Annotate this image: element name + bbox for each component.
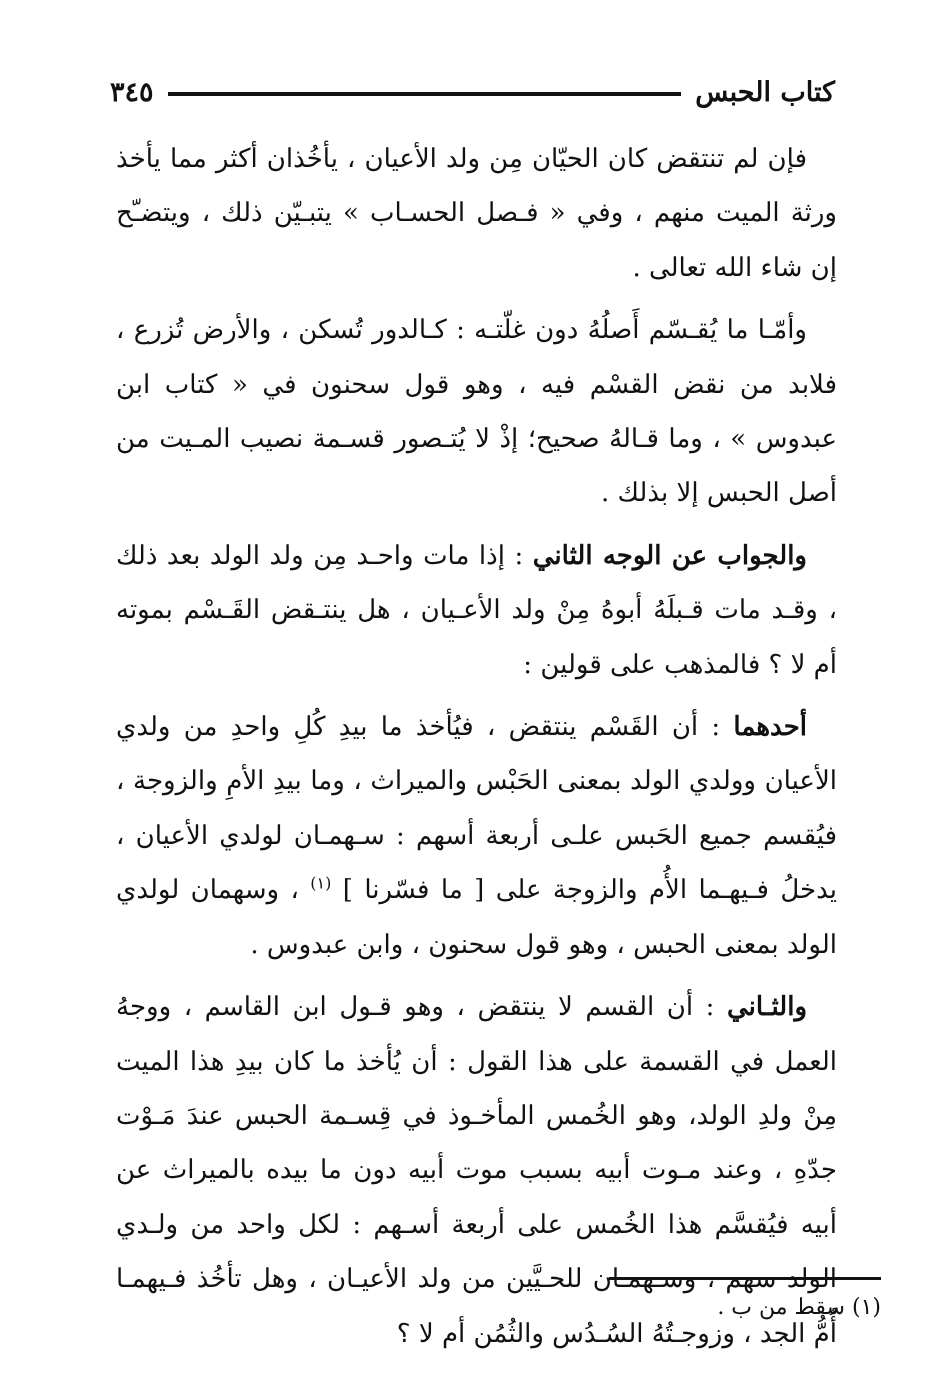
main-text: [116, 132, 837, 1361]
footnote-marker: (١): [851, 1295, 881, 1320]
paragraph-1: [116, 132, 837, 295]
paragraph-text: : أن القسم لا ينتقض ، وهو قـول ابن القاسم ، ووجهُ العمل في القسمة على هذا القول : أن يُأخذ ما كان بيدِ هذا الميت مِنْ ولدِ الولد، وهو الخُمس المأخـوذ في قِسـمة الحبس عندَ مَـوْت جدّهِ ، وعند مـوت أبيه بسبب موت أبيه دون ما بيده بالميراث عن أبيه فيُقسَّم هذا الخُمس على أربعة أسـهم : لكل واحد من ولـدي الولد سهم ، وسـهمـان للحـيَّين من ولد الأعيـان ، وهل تأخُذ فـيهمـا أُمُّ الجد ، وزوجـتُهُ السُـدُس والثُمُن أم لا ؟: [116, 992, 838, 1349]
book-title: كتاب الحبس: [695, 76, 835, 108]
paragraph-text: : إذا مات واحـد مِن ولد الولد بعد ذلك ، وقـد مات قـبلَهُ أبوهُ مِنْ ولد الأعـيان ، هل ينتـقض القَـسْم بموته أم لا ؟ فالمذهب على قولين :: [116, 540, 837, 680]
header-rule: [168, 92, 682, 96]
paragraph-text: فإن لم تنتقض كان الحيّان مِن ولد الأعيان ، يأخُذان أكثر مما يأخذ ورثة الميت منهم ، وفي « فـصل الحسـاب » يتبـيّن ذلك ، ويتضـّح إن شاء الله تعالى .: [116, 144, 837, 283]
paragraph-lead: والثـاني: [727, 992, 807, 1023]
running-header: [110, 72, 835, 112]
paragraph-2: [116, 303, 837, 521]
paragraph-lead: أحدهما: [733, 712, 807, 743]
footnote-separator: [609, 1277, 881, 1280]
paragraph-lead: والجواب عن الوجه الثاني: [532, 540, 807, 571]
page-number: ٣٤٥: [110, 76, 154, 108]
paragraph-text: وأمّـا ما يُقـسّم أَصلُهُ دون غلّتـه : كـالدور تُسكن ، والأرض تُزرع ، فلابد من نقض القسْم فيه ، وهو قول سحنون في « كتاب ابن عبدوس » ، وما قـالهُ صحيح؛ إذْ لا يُتـصور قسـمة نصيب المـيت من أصل الحبس إلا بذلك .: [116, 315, 837, 509]
paragraph-3: [116, 529, 837, 692]
paragraph-4: [116, 700, 837, 972]
footnote-1: [110, 1291, 881, 1325]
footnote-text: سقط من ب .: [717, 1295, 845, 1320]
footnote-reference[interactable]: (١): [310, 873, 332, 893]
paragraph-text: ، وسهمان لولدي الولد بمعنى الحبس ، وهو قول سحنون ، وابن عبدوس .: [116, 875, 837, 960]
paragraph-text: : أن القَسْم ينتقض ، فيُأخذ ما بيدِ كُلِ واحدِ من ولدي الأعيان وولدي الولد بمعنى الحَبْس والميراث ، وما بيدِ الأمِ والزوجة ، فيُقسم جميع الحَبس علـى أربعة أسهم : سـهمـان لولدي الأعيان ، يدخلُ فـيهـما الأُم والزوجة على [ ما فسّرنا ]: [116, 712, 838, 906]
